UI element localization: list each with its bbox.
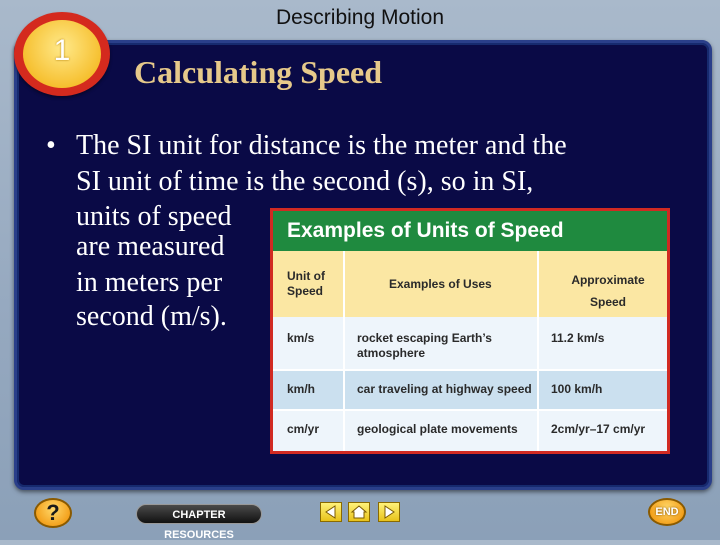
units-table	[270, 208, 670, 454]
cell-unit: km/s	[287, 331, 315, 345]
cell-use: car traveling at highway speed	[357, 382, 532, 396]
table-row	[273, 409, 667, 451]
back-button[interactable]	[320, 502, 342, 522]
table-row	[273, 317, 667, 369]
column-divider	[343, 251, 345, 451]
back-arrow-icon	[321, 503, 341, 521]
cell-use: geological plate movements	[357, 422, 518, 436]
cell-speed: 100 km/h	[551, 382, 603, 396]
section-number: 1	[53, 34, 71, 67]
cell-unit: cm/yr	[287, 422, 320, 436]
body-line-5: in meters per	[76, 267, 223, 298]
row-divider	[273, 409, 667, 411]
cell-unit: km/h	[287, 382, 316, 396]
slide-heading: Calculating Speed	[134, 54, 383, 90]
column-header-unit: Unit of Speed	[287, 269, 325, 298]
cell-speed: 11.2 km/s	[551, 331, 605, 345]
table-header-row	[273, 251, 667, 317]
body-line-2: SI unit of time is the second (s), so in SI,	[76, 166, 534, 197]
column-divider	[537, 251, 539, 451]
forward-arrow-icon	[379, 503, 399, 521]
cell-use: rocket escaping Earth’s atmosphere	[357, 331, 492, 360]
bullet-marker: •	[46, 130, 56, 161]
body-line-3: units of speed	[76, 201, 232, 232]
table-row	[273, 369, 667, 409]
cell-speed: 2cm/yr–17 cm/yr	[551, 422, 646, 436]
chapter-resources-button[interactable]: CHAPTER RESOURCES	[136, 504, 262, 524]
row-divider	[273, 369, 667, 371]
table-title: Examples of Units of Speed	[273, 211, 667, 251]
end-button[interactable]: END	[648, 498, 686, 526]
home-button[interactable]	[348, 502, 370, 522]
chapter-title: Describing Motion	[275, 6, 445, 29]
column-header-speed: Approximate Speed	[571, 273, 645, 309]
section-badge	[14, 12, 110, 96]
body-line-6: second (m/s).	[76, 301, 227, 332]
body-line-4: are measured	[76, 231, 225, 262]
forward-button[interactable]	[378, 502, 400, 522]
body-line-1: The SI unit for distance is the meter and the	[76, 130, 567, 161]
home-icon	[349, 503, 369, 521]
help-button[interactable]: ?	[34, 498, 72, 528]
column-header-uses: Examples of Uses	[389, 277, 492, 291]
